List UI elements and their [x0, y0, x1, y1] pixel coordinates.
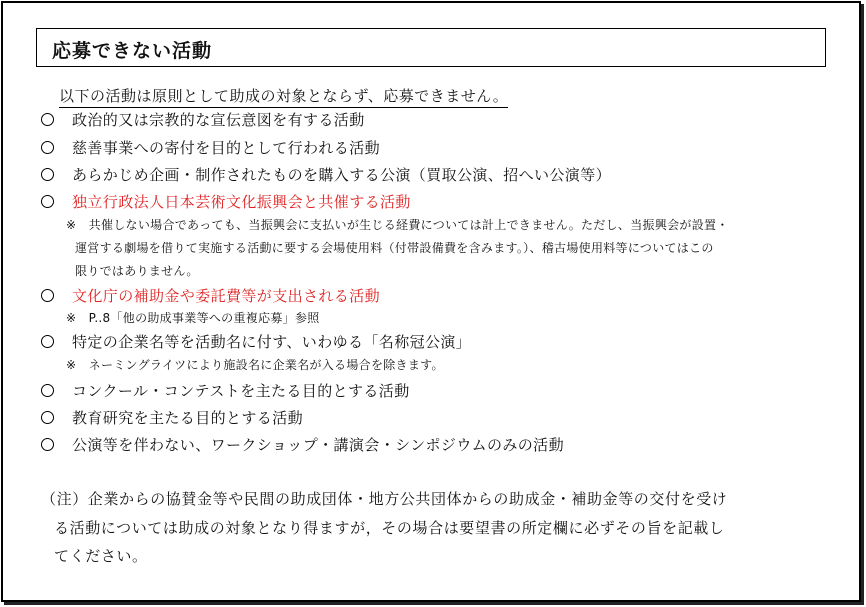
note-bunkacho: ※ P..8「他の助成事業等への重複応募」参照: [66, 311, 320, 325]
circle-bullet-icon: [41, 141, 54, 154]
circle-bullet-icon: [41, 195, 54, 208]
list-item-text-highlighted: 文化庁の補助金や委託費等が支出される活動: [72, 287, 381, 305]
list-item-text: コンクール・コンテストを主たる目的とする活動: [72, 382, 410, 400]
circle-bullet-icon: [41, 411, 54, 424]
circle-bullet-icon: [41, 384, 54, 397]
circle-bullet-icon: [41, 289, 54, 302]
circle-bullet-icon: [41, 113, 54, 126]
section-title: 応募できない活動: [52, 40, 213, 62]
circle-bullet-icon: [41, 438, 54, 451]
list-item-text: 教育研究を主たる目的とする活動: [72, 409, 304, 427]
list-item-text: 慈善事業への寄付を目的として行われる活動: [72, 139, 381, 157]
section-heading-box: [36, 28, 826, 67]
list-item-text: あらかじめ企画・制作されたものを購入する公演（買取公演、招へい公演等）: [72, 166, 612, 184]
footer-note-line-3: てください。: [54, 547, 148, 565]
circle-bullet-icon: [41, 168, 54, 181]
list-item-text-highlighted: 独立行政法人日本芸術文化振興会と共催する活動: [72, 193, 411, 211]
note-kyousai-line-2: 運営する劇場を借りて実施する活動に要する会場使用料（付帯設備費を含みます。）、稽古場使用料等についてはこの: [75, 241, 714, 255]
circle-bullet-icon: [41, 335, 54, 348]
list-item-text: 特定の企業名等を活動名に付す、いわゆる「名称冠公演」: [72, 333, 472, 351]
note-kyousai-line-3: 限りではありません。: [75, 264, 199, 278]
note-naming: ※ ネーミングライツにより施設名に企業名が入る場合を除きます。: [66, 358, 444, 372]
list-item-text: 政治的又は宗教的な宣伝意図を有する活動: [72, 111, 365, 129]
list-item-text: 公演等を伴わない、ワークショップ・講演会・シンポジウムのみの活動: [72, 436, 564, 454]
intro-text: 以下の活動は原則として助成の対象とならず、応募できません。: [59, 85, 508, 108]
footer-note-line-2: る活動については助成の対象となり得ますが，その場合は要望書の所定欄に必ずその旨を記載し: [54, 519, 725, 537]
note-kyousai-line-1: ※ 共催しない場合であっても、当振興会に支払いが生じる経費については計上できません。ただし、当振興会が設置・: [66, 218, 729, 232]
footer-note-line-1: （注）企業からの協賛金等や民間の助成団体・地方公共団体からの助成金・補助金等の交付を受け: [41, 490, 728, 508]
